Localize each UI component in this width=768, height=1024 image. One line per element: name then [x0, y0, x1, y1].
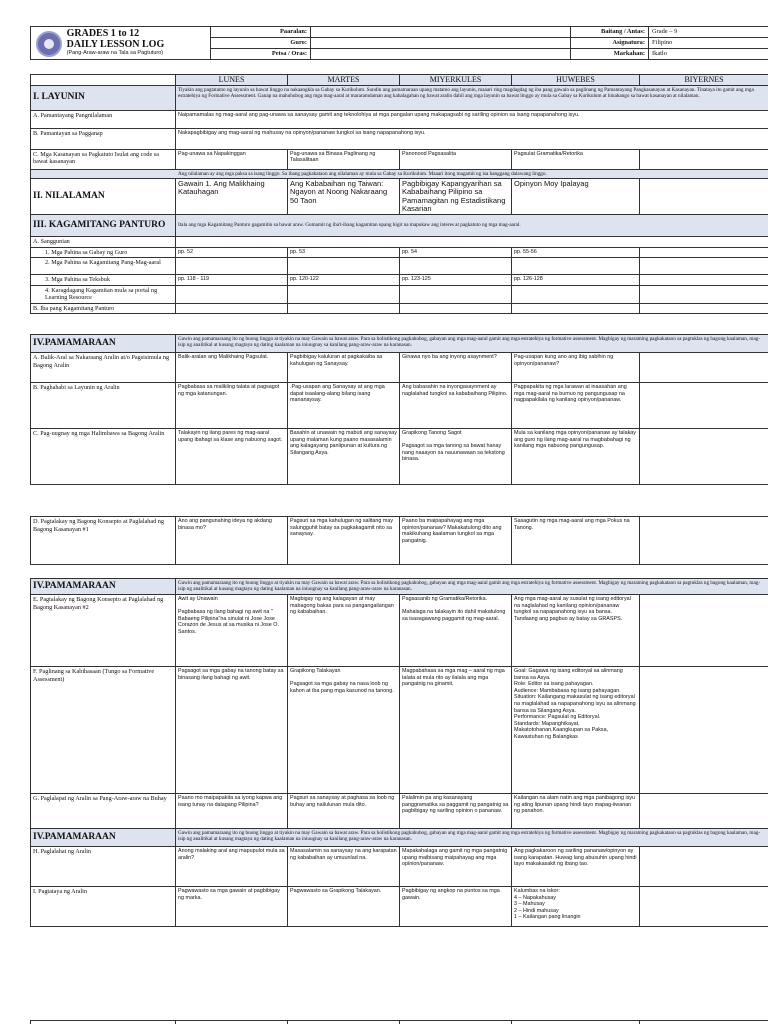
pamamaraan-note: Gawin ang pamamaraang ito ng buong linggo at tiyakin na may Gawain sa bawat araw. Para sa holistikong pagkahubog, gabayan ang mga mag-aaral gamit ang mga estratehiya ng formative assessment. Magbigay ng maraming pagkakataon sa pagtuklas ng bagong kaalaman, mag-isip ng analitikal at kusang magtaya ng dating kaalaman na iniuugnay sa kanilang pang-araw-araw na karanasan.	[176, 335, 768, 353]
pamamaraan-note: Gawin ang pamamaraang ito ng buong linggo at tiyakin na may Gawain sa bawat araw. Para sa holistikong pagkahubog, gabayan ang mga mag-aaral gamit ang mga estratehiya ng formative assessment. Magbigay ng maraming pagkakataon sa pagtuklas ng bagong kaalaman, mag-isip ng analitikal at kusang magtaya ng dating kaalaman na iniuugnay sa kanilang pang-araw-araw na karanasan.	[176, 579, 768, 595]
table-cell[interactable]: Pagsuri sa mga kahulugan ng salitang may salungguhit batay sa pagkakagamit nito sa sanaysay.	[288, 517, 400, 565]
table-cell[interactable]: Talakayin ng ilang pares ng mag-aaral upang ibahagi sa klase ang nabuong sagot.	[176, 429, 288, 485]
day-tuesday: MARTES	[288, 75, 400, 86]
lesson-table-1	[30, 74, 768, 314]
table-cell[interactable]: Magbigay ng ang kalagayan at may mabagong bakas para sa pangangailangan ng kababaihan.	[288, 595, 400, 667]
table-cell[interactable]: Gawain 1. Ang Malikhaing Katauhagan	[176, 179, 288, 215]
layunin-heading: I. LAYUNIN	[31, 85, 176, 110]
table-row	[31, 285, 768, 303]
table-cell[interactable]	[640, 847, 768, 887]
table-cell[interactable]	[400, 258, 512, 275]
table-cell[interactable]	[640, 303, 768, 314]
table-cell[interactable]: Ginawa nyo ba ang inyong asaynment?	[400, 353, 512, 383]
table-cell[interactable]: pp. 52	[176, 247, 288, 258]
table-cell[interactable]: Mula sa kanilang mga opinyon/pananaw ay talakay ang guro ng ilang mag-aaral na magbabahagi ng kanilang mga nabuong pangungusap.	[512, 429, 640, 485]
table-cell[interactable]	[512, 258, 640, 275]
table-row	[31, 353, 768, 383]
table-cell[interactable]: Balik-aralan ang Malikhaing Pagsulat.	[176, 353, 288, 383]
table-cell[interactable]: Sasagutin ng mga mag-aaral ang mga Pokus na Tanong.	[512, 517, 640, 565]
table-cell[interactable]: Pagpapakita ng mga larawan at inaasahan ang mga mag-aaral na bumuo ng pangungusap na nagpapakilala ng kanilang opinyon/pananaw.	[512, 383, 640, 429]
row-label: 2. Mga Pahina sa Kagamitang Pang-Mag-aaral	[31, 258, 176, 275]
row-label: 4. Karagdagang Kagamitan mula sa portal ng Learning Resource	[31, 285, 176, 303]
table-cell[interactable]: Pagsasanib ng Gramatika/Retorika. Mahalaga na talakayin ito dahil makatulong sa isasagawang paggamit ng mag-aaral.	[400, 595, 512, 667]
table-cell	[640, 1021, 768, 1024]
table-cell[interactable]: pp. 123-125	[400, 275, 512, 286]
days-header	[31, 75, 768, 86]
grade-value[interactable]: Grade – 9	[649, 27, 768, 38]
table-cell[interactable]: Ang pagkakaroon ng sariling pananaw/opinyon ay isang karapatan. Huwag lang abusuhin upang hindi tayo makakasakit ng ibang tao.	[512, 847, 640, 887]
table-cell[interactable]	[640, 179, 768, 215]
table-cell[interactable]	[640, 667, 768, 794]
header-title	[67, 29, 165, 57]
day-thursday: HUWEBES	[512, 75, 640, 86]
table-cell[interactable]	[288, 303, 400, 314]
table-cell[interactable]	[640, 353, 768, 383]
day-monday: LUNES	[176, 75, 288, 86]
table-cell	[176, 1021, 288, 1024]
table-cell[interactable]	[176, 303, 288, 314]
pamamaraan-note: Gawin ang pamamaraang ito ng buong linggo at tiyakin na may Gawain sa bawat araw. Para sa holistikong pagkahubog, gabayan ang mga mag-aaral gamit ang mga estratehiya ng formative assessment. Magbigay ng maraming pagkakataon sa pagtuklas ng bagong kaalaman, mag-isip ng analitikal at kusang magtaya ng dating kaalaman na iniuugnay sa kanilang pang-araw-araw na karanasan.	[176, 829, 768, 847]
row-label: 3. Mga Pahina sa Teksbuk	[31, 275, 176, 286]
table-cell[interactable]: Pagbibigay kaluluran at pagkakaiba sa kahulugan ng Sanaysay.	[288, 353, 400, 383]
table-cell[interactable]: Grapikong Talakayan Pagsagot sa mga gabay na nasa loob ng kahon at iba pang mga kasunod na tanong.	[288, 667, 400, 794]
table-cell[interactable]: Naipamamalas ng mag-aaral ang pag-unawa sa sanaysay gamit ang teknolohiya at mga pangalan upang makapagsabi ng sariling opinion sa isang napapanahong isyu.	[176, 110, 768, 128]
table-cell[interactable]: Pagwawasto sa mga gawain at pagbibigay ng marka.	[176, 887, 288, 927]
table-cell[interactable]: Panonood Pagsasalita	[400, 149, 512, 169]
school-value[interactable]	[311, 27, 571, 38]
lesson-table-2	[30, 516, 768, 565]
table-cell[interactable]: Pagbibigay ng angkop na puntos sa mga gawain.	[400, 887, 512, 927]
table-cell[interactable]	[640, 517, 768, 565]
layunin-heading-row	[31, 85, 768, 110]
table-cell[interactable]	[640, 258, 768, 275]
table-cell[interactable]: Paano mo maipapakita sa iyong kapwa ang isang tunay na dalagang Pilipina?	[176, 794, 288, 844]
table-cell[interactable]: Nakapagbibigay ang mag-aaral ng mahusay na opinyon/pananaw tungkol sa isang napapanahong isyu.	[176, 128, 768, 149]
kagamitan-heading: III. KAGAMITANG PANTURO	[31, 215, 176, 237]
row-label: C. Mga Kasanayan sa Pagkatuto Isulat ang code sa bawat kasanayan	[31, 149, 176, 169]
school-label: Paaralan:	[211, 27, 311, 38]
layunin-note: Tiyakin ang pagtatamo ng layunin sa bawat linggo na nakaangkla sa Gabay sa Kurikulum. Sundin ang pamamaraan upang matamo ang layunin, maaari ring magdagdag ng iba pang gawain sa paglinang ng Pamantayang Pangkasanayan at Kasanayan. Tinataya ito gamit ang mga estratehiya ng Formative Assessment. Ganap na mahuhubog ang mga mag-aaral at mararamdaman ang kahalagahan ng bawat aralin dahil ang mga layunin sa bawat linggo ay mula sa Gabay sa Kurikulum at hinahango sa bawat kasanayan at nilalaman.	[176, 85, 768, 110]
table-row	[31, 303, 768, 314]
table-cell[interactable]	[640, 595, 768, 667]
table-cell[interactable]: Basahin at unawain ng mabuti ang sanaysay upang malaman kung paano masasalamin ang kalagayang panlipunan at kultura ng Silangang Asya.	[288, 429, 400, 485]
table-cell[interactable]: Goal: Gagawa ng isang editoryal sa alinmang bansa sa Asya. Role: Editor sa isang pahayagan. Audience: Mambabasa ng isang pahayagan. Situation: Kailangang makasulat ng isang editoryal na maglalahad sa napapanahong isyu sa alinmang bansa sa Silangang Asya. Performance: Pagsulat ng Editoryal. Standards: Mapanghikayat, Makatotohanan,Kaangkupan sa Paksa, Kawastuhan ng Balangkas	[512, 667, 640, 794]
row-label: F. Paglinang sa Kabihasaan (Tungo sa Formative Assessment)	[31, 667, 176, 794]
table-cell[interactable]: Pagsagot sa mga gabay na tanong batay sa binasang ilang bahagi ng awit.	[176, 667, 288, 794]
table-cell[interactable]: Anong malaking aral ang mapupulot mula sa aralin?	[176, 847, 288, 887]
table-row	[31, 429, 768, 485]
table-cell[interactable]	[176, 237, 768, 248]
row-label: B. Iba pang Kagamitang Panturo	[31, 303, 176, 314]
pamamaraan-heading: IV.PAMAMARAAN	[31, 829, 176, 847]
table-cell[interactable]: pp. 54	[400, 247, 512, 258]
table-cell[interactable]: Paano ba maipapahayag ang mga opinion/pananaw? Makakatulong dito ang makikuhang kaalaman tungkol sa mga pangatnig.	[400, 517, 512, 565]
table-cell[interactable]: pp. 55-56	[512, 247, 640, 258]
table-cell	[288, 1021, 400, 1024]
table-row	[31, 1021, 768, 1024]
table-cell	[512, 1021, 640, 1024]
table-row	[31, 247, 768, 258]
nilalaman-note: Ang nilalaman ay ang mga paksa sa isang linggo. Sa ibang pagkakataon ang nilalaman ay mula sa Gabay sa Kurikulum. Maaari itong magamit ng isa hanggang dalawang linggo.	[31, 169, 768, 178]
table-cell[interactable]: pp. 118 - 119	[176, 275, 288, 286]
header-title-cell	[31, 27, 211, 60]
nilalaman-note-row	[31, 169, 768, 178]
table-row	[31, 887, 768, 927]
nilalaman-heading: II. NILALAMAN	[31, 179, 176, 215]
table-cell[interactable]	[640, 429, 768, 485]
table-cell[interactable]	[640, 275, 768, 286]
day-wednesday: MIYERKULES	[400, 75, 512, 86]
table-cell[interactable]	[512, 303, 640, 314]
table-cell[interactable]: Opinyon Moy Ipalayag	[512, 179, 640, 215]
table-row	[31, 258, 768, 275]
table-cell[interactable]: Pagsuri sa sanaysay at paghasa sa loob ng buhay ang nailulunan mula dito.	[288, 794, 400, 844]
table-cell[interactable]: Ang Kababaihan ng Taiwan: Ngayon at Noong Nakaraang 50 Taon	[288, 179, 400, 215]
table-cell[interactable]: Palalimin pa ang kasanayang panggramatika sa paggamit ng pangatnig sa pagbibigay ng sariling opinion o pananaw.	[400, 794, 512, 844]
table-row	[31, 383, 768, 429]
pamamaraan-heading: IV.PAMAMARAAN	[31, 579, 176, 595]
table-cell[interactable]	[176, 258, 288, 275]
table-cell[interactable]: Mapakahalaga ang gamit ng mga pangatnig upang maibisang maipahayag ang mga opinion/pananaw.	[400, 847, 512, 887]
nilalaman-row	[31, 179, 768, 215]
table-row	[31, 595, 768, 667]
kagamitan-heading-row	[31, 215, 768, 237]
table-cell[interactable]: Pagbibigay Kapangyarihan sa Kababaihang Pilipino sa Pamamagitan ng Estadistikang Kasarian	[400, 179, 512, 215]
table-cell[interactable]: Ang mga mag-aaral ay susulat ng isang editoryal na naglalahad ng kanilang opinion/pananaw tungkol sa napapanahong isyu sa bansa. Tandaang ang pagbuo ay batay sa GRASPS.	[512, 595, 640, 667]
table-cell[interactable]: .Pag-usapan ang Sanaysay at ang mga dapat isaalang-alang bilang isang mananaysay.	[288, 383, 400, 429]
title-subtitle: (Pang-Araw-araw na Tala sa Pagtuturo)	[66, 50, 164, 57]
table-cell[interactable]: Pagbabasa sa malikling talata at pagsagot ng mga katanungan.	[176, 383, 288, 429]
table-cell[interactable]	[640, 149, 768, 169]
pamamaraan-heading: IV.PAMAMARAAN	[31, 335, 176, 353]
table-cell[interactable]	[288, 285, 400, 303]
grade-label: Baitang / Antas:	[571, 27, 649, 38]
table-row	[31, 667, 768, 794]
table-row	[31, 237, 768, 248]
row-label: A. Balik-Aral sa Nakaraang Aralin at/o Pagsisimula ng Bagong Aralin	[31, 353, 176, 383]
subject-value[interactable]: Filipino	[649, 38, 768, 49]
table-cell[interactable]: Awit ay Unawain Pagbabasa ng ilang bahagi ng awit na " Babaeng Pilipina"na sinulat ni Jose Jose Corazon de Jesus at sa musika ni Jose O. Santos.	[176, 595, 288, 667]
table-cell[interactable]: Pagsulat Gramatika/Retorika	[512, 149, 640, 169]
table-cell[interactable]: Ano ang pangunahing ideya ng akdang binasa mo?	[176, 517, 288, 565]
table-row	[31, 275, 768, 286]
date-value[interactable]	[311, 49, 571, 60]
table-cell[interactable]: Pag-unawa sa Napakinggan	[176, 149, 288, 169]
table-row	[31, 149, 768, 169]
pamamaraan-heading-row	[31, 829, 768, 847]
row-label: D. Pagtalakay ng Bagong Konsepto at Paglalahad ng Bagong Kasanayan #1	[31, 517, 176, 565]
table-row	[31, 517, 768, 565]
days-corner	[31, 75, 176, 86]
row-label: G. Paglalapat ng Aralin sa Pang-Araw-araw na Buhay	[31, 794, 176, 844]
table-cell[interactable]: Pag-usapan kung ano ang ibig sabihin ng opinyon/pananaw?	[512, 353, 640, 383]
teacher-label: Guro:	[211, 38, 311, 49]
row-label: H. Paglalahat ng Aralin	[31, 847, 176, 887]
pamamaraan-table-3	[30, 828, 768, 927]
teacher-value[interactable]	[311, 38, 571, 49]
header-table	[30, 26, 768, 60]
table-cell	[400, 1021, 512, 1024]
table-row	[31, 847, 768, 887]
table-cell[interactable]: Masasalamin sa sanaysay na ang karapatan ng kababaihan ay umuunlad na.	[288, 847, 400, 887]
row-label: I. Pagtataya ng Aralin	[31, 887, 176, 927]
day-friday: BIYERNES	[640, 75, 768, 86]
table-cell[interactable]	[640, 247, 768, 258]
table-cell[interactable]	[400, 303, 512, 314]
quarter-label: Markahan:	[571, 49, 649, 60]
subject-label: Asignatura:	[571, 38, 649, 49]
row-label: E. Pagtalakay ng Bagong Konsepto at Paglalahad ng Bagong Kasanayan #2	[31, 595, 176, 667]
pamamaraan-table-1	[30, 334, 768, 485]
table-row	[31, 128, 768, 149]
table-cell[interactable]	[288, 258, 400, 275]
table-cell[interactable]	[512, 285, 640, 303]
table-cell[interactable]	[640, 887, 768, 927]
date-label: Petsa / Oras:	[211, 49, 311, 60]
kagamitan-note: Itala ang mga Kagamitang Panturo gagamitin sa bawat araw. Gumamit ng iba't-ibang kagamitan upang higit na mapukaw ang interes at pagkatuto ng mga mag-aaral.	[176, 215, 768, 237]
row-label: A. Pamantayang Pangnilalaman	[31, 110, 176, 128]
table-cell[interactable]: pp. 120-122	[288, 275, 400, 286]
table-cell[interactable]: Magpabahasa sa mga mag – aaral ng mga talata at mula rito ay ilalala ang mga pangatnig na ginamit.	[400, 667, 512, 794]
row-label: 1. Mga Pahina sa Gabay ng Guro	[31, 247, 176, 258]
title-line1: GRADES 1 to 12	[66, 28, 140, 40]
table-cell[interactable]: Kalumbas na iskor: 4 – Napakahusay 3 – Mahusay 2 – Hindi mahusay 1 – Kailangan pang linangin	[512, 887, 640, 927]
title-line2: DAILY LESSON LOG	[66, 38, 165, 50]
table-cell[interactable]	[176, 285, 288, 303]
table-cell	[31, 1021, 176, 1024]
quarter-value[interactable]: Ikatlo	[649, 49, 768, 60]
row-label: A. Sanggunian	[31, 237, 176, 248]
row-label: B. Pamantayan sa Pagganap	[31, 128, 176, 149]
table-cell[interactable]: Pagwawasto sa Grapikong Talakayan.	[288, 887, 400, 927]
table-cell[interactable]: Kailangan na alam natin ang mga panibagong isyu ng ating lipunan upang hindi tayo mapag-iiwanan ng panahon.	[512, 794, 640, 844]
table-cell[interactable]	[400, 285, 512, 303]
table-cell[interactable]: pp. 126-128	[512, 275, 640, 286]
table-cell[interactable]: pp. 53	[288, 247, 400, 258]
table-cell[interactable]: Grapikong Tanong Sagot Pagsagot sa mga tanong sa bawat hanay nang naaayon sa nauunawaan sa tekstong binasa.	[400, 429, 512, 485]
row-label: B. Paghahabi sa Layunin ng Aralin	[31, 383, 176, 429]
pamamaraan-heading-row	[31, 335, 768, 353]
table-cell[interactable]	[640, 383, 768, 429]
pamamaraan-heading-row	[31, 579, 768, 595]
table-cell[interactable]: Ang babasahin na inyongasaynment ay naglalahad tungkol sa kababaihang Pilipino.	[400, 383, 512, 429]
table-cell[interactable]: Pag-unawa sa Binasa Paglinang ng Talasalitaan	[288, 149, 400, 169]
next-page-strip	[30, 1020, 768, 1024]
deped-seal-icon	[36, 31, 62, 57]
table-row	[31, 110, 768, 128]
pamamaraan-table-2	[30, 578, 768, 844]
table-cell[interactable]	[640, 285, 768, 303]
row-label: C. Pag-uugnay ng mga Halimbawa sa Bagong Aralin	[31, 429, 176, 485]
